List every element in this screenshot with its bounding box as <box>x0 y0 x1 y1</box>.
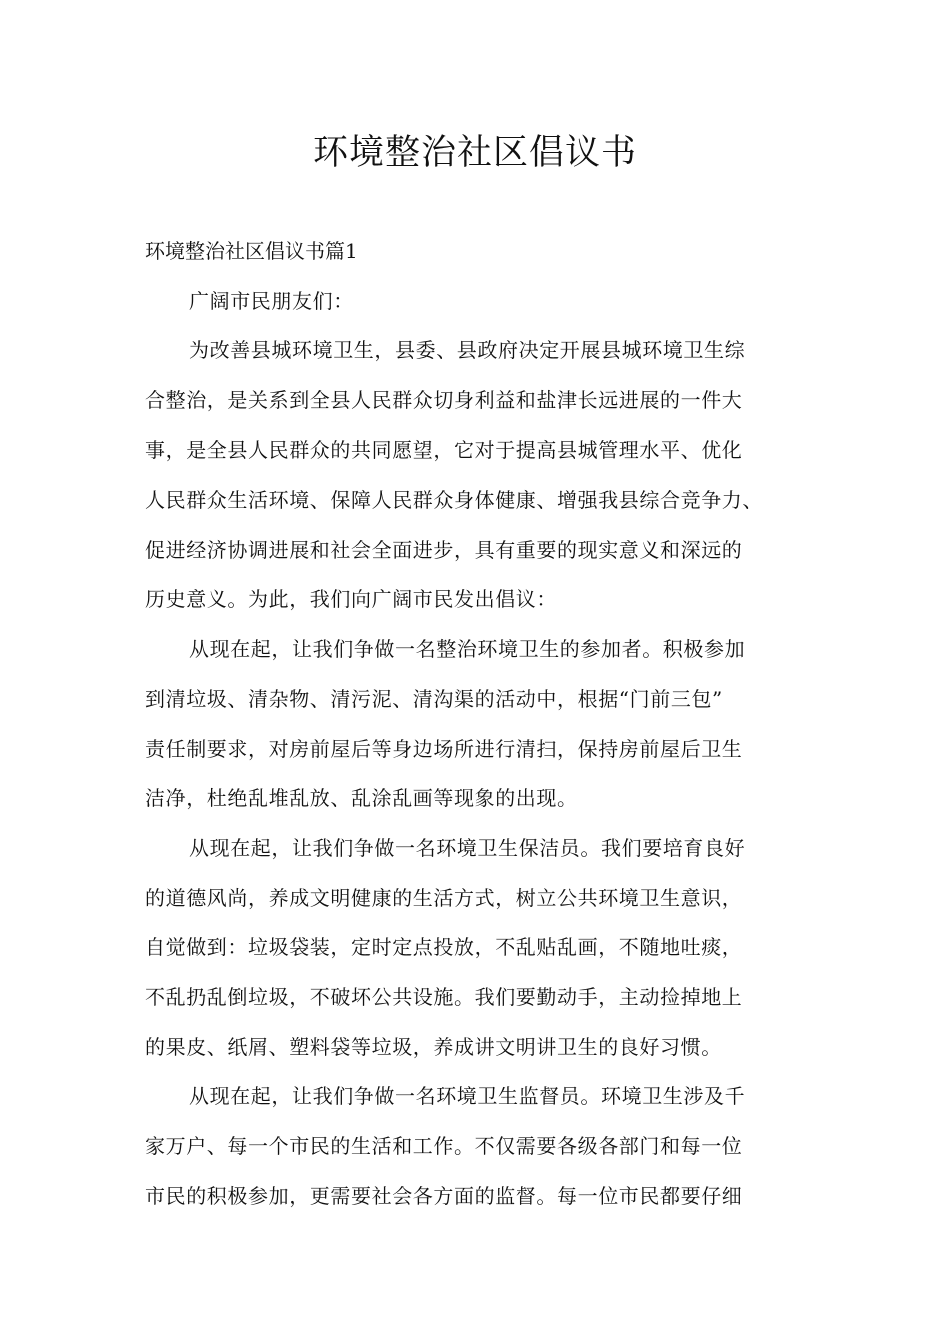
paragraph-3-line-1: 从现在起，让我们争做一名环境卫生保洁员。我们要培育良好 <box>189 836 746 860</box>
paragraph-3-line-5: 的果皮、纸屑、塑料袋等垃圾，养成讲文明讲卫生的良好习惯。 <box>145 1035 722 1059</box>
paragraph-2-line-1: 从现在起，让我们争做一名整治环境卫生的参加者。积极参加 <box>189 637 746 661</box>
paragraph-2-line-3: 责任制要求，对房前屋后等身边场所进行清扫，保持房前屋后卫生 <box>145 737 743 761</box>
paragraph-1-line-4: 人民群众生活环境、保障人民群众身体健康、增强我县综合竞争力、 <box>145 488 763 512</box>
paragraph-1-line-2: 合整治，是关系到全县人民群众切身利益和盐津长远进展的一件大 <box>145 388 743 412</box>
paragraph-4-line-1: 从现在起，让我们争做一名环境卫生监督员。环境卫生涉及千 <box>189 1084 746 1108</box>
paragraph-3-line-4: 不乱扔乱倒垃圾，不破坏公共设施。我们要勤动手，主动捡掉地上 <box>145 985 743 1009</box>
paragraph-1-line-6: 历史意义。为此，我们向广阔市民发出倡议： <box>145 587 557 611</box>
document-title: 环境整治社区倡议书 <box>312 133 637 173</box>
paragraph-1-line-3: 事，是全县人民群众的共同愿望，它对于提高县城管理水平、优化 <box>145 438 743 462</box>
paragraph-4-line-3: 市民的积极参加，更需要社会各方面的监督。每一位市民都要仔细 <box>145 1184 743 1208</box>
paragraph-2-line-4: 洁净，杜绝乱堆乱放、乱涂乱画等现象的出现。 <box>145 786 578 810</box>
paragraph-3-line-3: 自觉做到：垃圾袋装，定时定点投放，不乱贴乱画，不随地吐痰， <box>145 935 743 959</box>
document-subtitle: 环境整治社区倡议书篇1 <box>145 239 358 263</box>
paragraph-1-line-1: 为改善县城环境卫生，县委、县政府决定开展县城环境卫生综 <box>189 338 746 362</box>
paragraph-1-line-5: 促进经济协调进展和社会全面进步，具有重要的现实意义和深远的 <box>145 538 743 562</box>
salutation: 广阔市民朋友们： <box>189 289 354 313</box>
paragraph-2-line-2: 到清垃圾、清杂物、清污泥、清沟渠的活动中，根据“门前三包” <box>145 687 723 711</box>
paragraph-3-line-2: 的道德风尚，养成文明健康的生活方式，树立公共环境卫生意识， <box>145 886 743 910</box>
paragraph-4-line-2: 家万户、每一个市民的生活和工作。不仅需要各级各部门和每一位 <box>145 1134 743 1158</box>
